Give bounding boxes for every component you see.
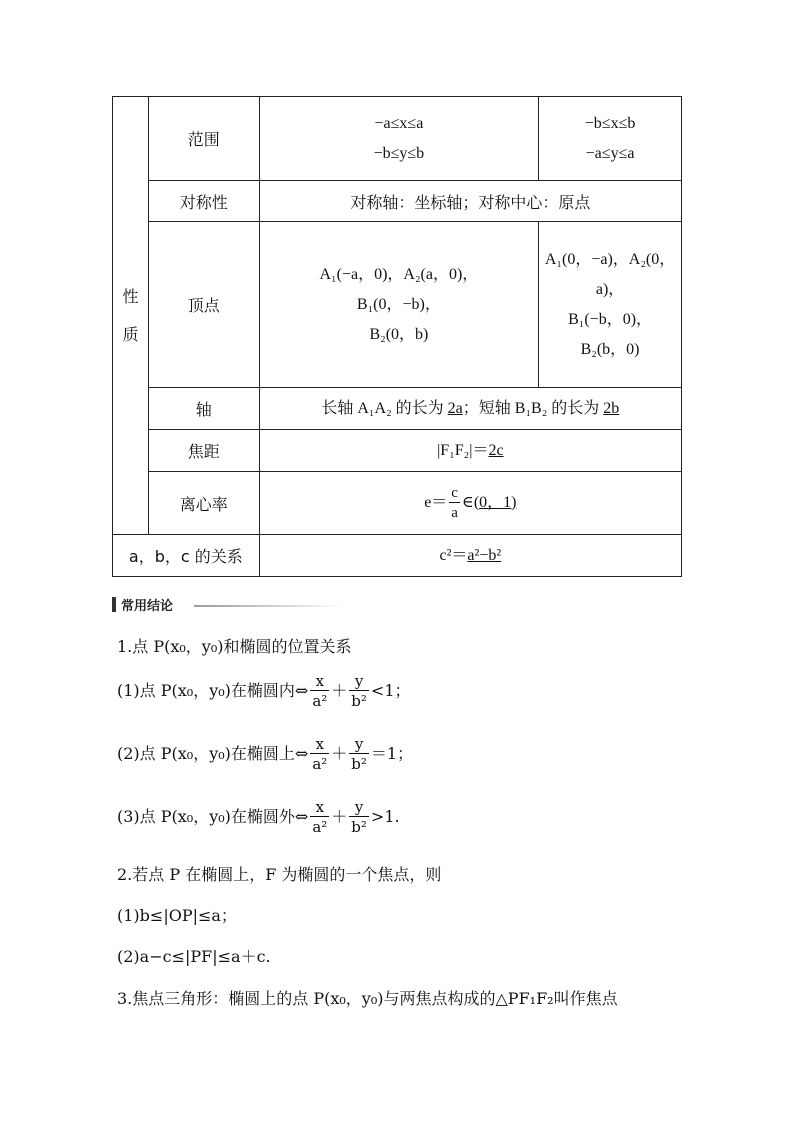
table-row-range [113, 97, 682, 181]
frac-x-over-a2 [310, 798, 329, 837]
frac-num: y [349, 672, 369, 691]
c1-item1-suffix: <1； [370, 681, 411, 700]
conclusion-1-item-1 [117, 672, 411, 711]
frac-den: a² [312, 692, 328, 710]
group-label-bottom: 质 [122, 324, 139, 344]
row-label-range: 范围 [148, 97, 259, 181]
axis-text-minor: ；短轴 B₁B₂ 的长为 [462, 399, 604, 417]
table-row-axis [113, 388, 682, 430]
conclusion-1-item-3 [117, 798, 400, 837]
vertex-h-line1: A₁(−a，0)，A₂(a，0)， [319, 265, 479, 283]
ecc-frac-den: a [451, 504, 458, 521]
range-v-x: −b≤x≤b [584, 114, 636, 132]
table-row-symmetry [113, 181, 682, 222]
plus-sign: ＋ [331, 681, 348, 700]
frac-den: b² [351, 818, 367, 836]
c1-item3-prefix: (3)点 P(x₀，y₀)在椭圆外⇔ [117, 807, 309, 826]
conclusion-2-item-1: (1)b≤|OP|≤a； [117, 906, 237, 925]
relation-prefix: c²＝ [439, 546, 468, 564]
focal-length: 2c [488, 441, 504, 459]
vertex-v-line3: B₁(−b，0)， [568, 310, 653, 328]
vertex-h-line3: B₂(0，b) [369, 325, 429, 343]
table-row-eccentricity [113, 472, 682, 535]
eccentricity-value [259, 472, 681, 535]
section-divider [194, 605, 344, 607]
row-label-axis: 轴 [148, 388, 259, 430]
range-horizontal-cell [259, 97, 538, 181]
ecc-fraction [449, 484, 460, 523]
frac-num: y [349, 798, 369, 817]
c1-item2-prefix: (2)点 P(x₀，y₀)在椭圆上⇔ [117, 744, 309, 763]
c1-item3-suffix: >1. [370, 807, 400, 826]
conclusion-1-item-2 [117, 735, 413, 774]
frac-num: x [310, 735, 329, 754]
table-row-relation [113, 535, 682, 577]
table-row-vertex [113, 222, 682, 388]
frac-x-over-a2 [310, 672, 329, 711]
row-label-symmetry: 对称性 [148, 181, 259, 222]
frac-den: a² [312, 818, 328, 836]
c1-item2-suffix: ＝1； [370, 744, 414, 763]
relation-value [259, 535, 681, 577]
row-label-focal: 焦距 [148, 430, 259, 472]
row-label-relation: a，b，c 的关系 [113, 535, 260, 577]
section-marker-bar [112, 597, 116, 612]
frac-den: b² [351, 692, 367, 710]
vertex-v-line2: a)， [595, 280, 625, 298]
plus-sign: ＋ [331, 744, 348, 763]
focal-value [259, 430, 681, 472]
axis-value [259, 388, 681, 430]
table-row-focal [113, 430, 682, 472]
vertex-horizontal-cell [259, 222, 538, 388]
axis-text-major: 长轴 A₁A₂ 的长为 [321, 399, 448, 417]
plus-sign: ＋ [331, 807, 348, 826]
axis-major-length: 2a [447, 399, 463, 417]
ecc-element-of: ∈ [461, 493, 474, 511]
frac-y-over-b2 [349, 798, 369, 837]
frac-num: x [310, 672, 329, 691]
c1-item1-prefix: (1)点 P(x₀，y₀)在椭圆内⇔ [117, 681, 309, 700]
relation-formula: a²−b² [467, 546, 502, 564]
group-label-top: 性 [122, 286, 139, 306]
ellipse-properties-table [112, 96, 682, 577]
row-label-eccentricity: 离心率 [148, 472, 259, 535]
axis-minor-length: 2b [603, 399, 620, 417]
conclusion-1-title: 1.点 P(x₀，y₀)和椭圆的位置关系 [117, 637, 352, 656]
range-v-y: −a≤y≤a [585, 144, 635, 162]
group-label-properties [113, 97, 149, 535]
vertex-h-line2: B₁(0，−b)， [356, 295, 441, 313]
frac-num: y [349, 735, 369, 754]
ecc-prefix: e＝ [424, 493, 448, 511]
vertex-v-line1: A₁(0，−a)，A₂(0， [544, 250, 676, 268]
range-h-y: −b≤y≤b [373, 144, 425, 162]
section-title: 常用结论 [121, 599, 174, 614]
frac-num: x [310, 798, 329, 817]
focal-prefix: |F₁F₂|＝ [437, 441, 489, 459]
vertex-v-line4: B₂(b，0) [580, 340, 640, 358]
symmetry-value: 对称轴：坐标轴；对称中心：原点 [259, 181, 681, 222]
frac-y-over-b2 [349, 672, 369, 711]
range-h-x: −a≤x≤a [374, 114, 424, 132]
frac-y-over-b2 [349, 735, 369, 774]
conclusion-3-title: 3.焦点三角形：椭圆上的点 P(x₀，y₀)与两焦点构成的△PF₁F₂叫作焦点 [117, 989, 618, 1008]
vertex-vertical-cell [539, 222, 682, 388]
row-label-vertex: 顶点 [148, 222, 259, 388]
frac-x-over-a2 [310, 735, 329, 774]
section-header-common-conclusions [112, 594, 342, 616]
frac-den: b² [351, 755, 367, 773]
frac-den: a² [312, 755, 328, 773]
ecc-frac-num: c [451, 484, 458, 501]
conclusion-2-item-2: (2)a−c≤|PF|≤a＋c. [117, 947, 271, 966]
ecc-range: (0，1) [473, 493, 517, 511]
range-vertical-cell [539, 97, 682, 181]
conclusion-2-title: 2.若点 P 在椭圆上，F 为椭圆的一个焦点，则 [117, 865, 442, 884]
